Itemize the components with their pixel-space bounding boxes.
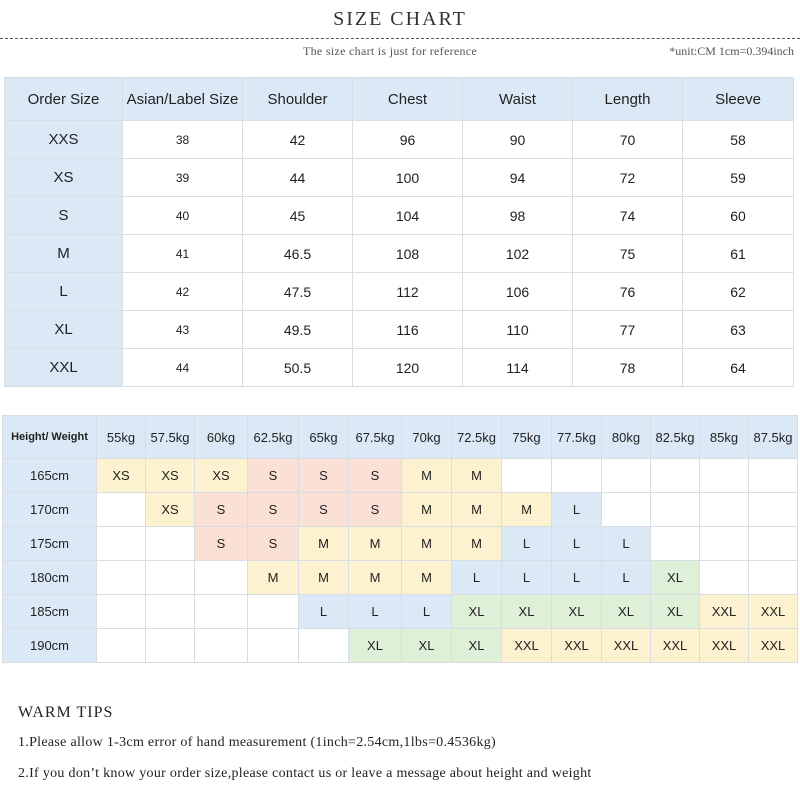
size-row-label: L (5, 273, 123, 311)
size-row-label: S (5, 197, 123, 235)
fit-size-cell: S (299, 493, 349, 527)
fit-size-cell: L (552, 561, 602, 595)
fit-size-cell: XXL (602, 629, 651, 663)
fit-size-cell (97, 561, 146, 595)
size-cell: 98 (463, 197, 573, 235)
height-row-label: 170cm (3, 493, 97, 527)
size-cell: 78 (573, 349, 683, 387)
size-cell: 108 (353, 235, 463, 273)
fit-size-cell: L (552, 527, 602, 561)
fit-size-cell: M (452, 527, 502, 561)
fit-size-cell: XXL (502, 629, 552, 663)
fit-size-cell: M (402, 459, 452, 493)
size-cell: 43 (123, 311, 243, 349)
weight-col-header: 67.5kg (349, 416, 402, 459)
fit-size-cell (749, 561, 798, 595)
fit-size-cell (195, 629, 248, 663)
table-row (3, 561, 798, 595)
fit-size-cell: M (349, 561, 402, 595)
size-cell: 42 (243, 121, 353, 159)
size-cell: 45 (243, 197, 353, 235)
fit-size-cell (146, 527, 195, 561)
size-col-header: Chest (353, 78, 463, 121)
fit-size-cell: M (402, 527, 452, 561)
tip-item: 2.If you don’t know your order size,please contact us or leave a message about height and weight (18, 766, 592, 781)
fit-size-cell: L (552, 493, 602, 527)
weight-col-header: 57.5kg (146, 416, 195, 459)
height-row-label: 165cm (3, 459, 97, 493)
fit-size-cell: S (299, 459, 349, 493)
size-cell: 59 (683, 159, 794, 197)
table-row (5, 235, 794, 273)
fit-size-cell: XL (452, 595, 502, 629)
size-cell: 63 (683, 311, 794, 349)
fit-size-cell: L (602, 527, 651, 561)
fit-size-cell: S (248, 459, 299, 493)
dashed-divider (0, 38, 800, 39)
fit-size-cell: XXL (700, 629, 749, 663)
fit-size-cell (146, 561, 195, 595)
fit-size-cell: M (452, 493, 502, 527)
weight-col-header: 55kg (97, 416, 146, 459)
size-cell: 49.5 (243, 311, 353, 349)
fit-size-cell: M (248, 561, 299, 595)
size-cell: 75 (573, 235, 683, 273)
table-row (5, 349, 794, 387)
fit-size-cell: XL (552, 595, 602, 629)
size-row-label: M (5, 235, 123, 273)
table-row (3, 459, 798, 493)
fit-size-cell (97, 527, 146, 561)
table-row (5, 121, 794, 159)
table-row (5, 197, 794, 235)
weight-col-header: 72.5kg (452, 416, 502, 459)
weight-col-header: 62.5kg (248, 416, 299, 459)
fit-size-cell: XL (452, 629, 502, 663)
weight-col-header: 82.5kg (651, 416, 700, 459)
fit-size-cell: XL (651, 595, 700, 629)
size-col-header: Waist (463, 78, 573, 121)
size-col-header: Length (573, 78, 683, 121)
height-row-label: 190cm (3, 629, 97, 663)
fit-size-cell: M (299, 527, 349, 561)
size-col-header: Order Size (5, 78, 123, 121)
size-cell: 40 (123, 197, 243, 235)
fit-size-cell (700, 493, 749, 527)
fit-size-cell: L (452, 561, 502, 595)
weight-col-header: 77.5kg (552, 416, 602, 459)
height-row-label: 175cm (3, 527, 97, 561)
unit-note: *unit:CM 1cm=0.394inch (669, 44, 794, 58)
size-row-label: XXS (5, 121, 123, 159)
size-cell: 74 (573, 197, 683, 235)
size-cell: 41 (123, 235, 243, 273)
size-cell: 42 (123, 273, 243, 311)
fit-size-cell (195, 595, 248, 629)
fit-size-cell: L (349, 595, 402, 629)
fit-size-cell: XS (195, 459, 248, 493)
fit-size-cell: XXL (552, 629, 602, 663)
size-cell: 39 (123, 159, 243, 197)
fit-size-cell: XL (402, 629, 452, 663)
size-cell: 44 (243, 159, 353, 197)
weight-col-header: 65kg (299, 416, 349, 459)
fit-size-cell (195, 561, 248, 595)
fit-size-cell: L (402, 595, 452, 629)
table-row (5, 159, 794, 197)
fit-size-cell: XS (146, 459, 195, 493)
size-cell: 96 (353, 121, 463, 159)
size-cell: 90 (463, 121, 573, 159)
size-cell: 106 (463, 273, 573, 311)
fit-size-cell (299, 629, 349, 663)
size-table-header-row (5, 78, 794, 121)
size-row-label: XS (5, 159, 123, 197)
fit-size-cell (749, 527, 798, 561)
fit-size-cell: S (349, 493, 402, 527)
size-cell: 44 (123, 349, 243, 387)
fit-size-cell (146, 595, 195, 629)
fit-size-cell: XL (502, 595, 552, 629)
fit-size-cell: S (349, 459, 402, 493)
table-row (5, 273, 794, 311)
fit-size-cell: L (299, 595, 349, 629)
weight-col-header: 80kg (602, 416, 651, 459)
fit-size-cell: XXL (700, 595, 749, 629)
height-row-label: 180cm (3, 561, 97, 595)
fit-table-header-row (3, 416, 798, 459)
fit-size-cell (502, 459, 552, 493)
fit-size-cell: XXL (651, 629, 700, 663)
size-cell: 72 (573, 159, 683, 197)
size-cell: 104 (353, 197, 463, 235)
size-cell: 61 (683, 235, 794, 273)
weight-col-header: 85kg (700, 416, 749, 459)
height-weight-corner: Height/ Weight (3, 416, 97, 459)
fit-size-cell (651, 459, 700, 493)
fit-size-cell (700, 561, 749, 595)
size-cell: 120 (353, 349, 463, 387)
fit-size-cell: XXL (749, 629, 798, 663)
fit-size-cell: M (299, 561, 349, 595)
size-cell: 110 (463, 311, 573, 349)
fit-size-cell: XL (349, 629, 402, 663)
table-row (3, 629, 798, 663)
size-col-header: Shoulder (243, 78, 353, 121)
fit-size-cell: S (195, 527, 248, 561)
fit-size-cell: XL (602, 595, 651, 629)
weight-col-header: 75kg (502, 416, 552, 459)
fit-size-cell (602, 493, 651, 527)
fit-size-cell (97, 629, 146, 663)
fit-size-cell: XS (97, 459, 146, 493)
size-cell: 38 (123, 121, 243, 159)
fit-size-cell: M (349, 527, 402, 561)
size-cell: 94 (463, 159, 573, 197)
fit-size-cell (97, 595, 146, 629)
fit-size-cell (602, 459, 651, 493)
fit-size-cell: M (452, 459, 502, 493)
fit-size-cell (552, 459, 602, 493)
fit-size-cell: S (248, 493, 299, 527)
tip-item: 1.Please allow 1-3cm error of hand measurement (1inch=2.54cm,1lbs=0.4536kg) (18, 735, 497, 750)
fit-size-cell: L (502, 527, 552, 561)
warm-tips-heading: WARM TIPS (18, 704, 114, 721)
size-cell: 50.5 (243, 349, 353, 387)
fit-size-cell (146, 629, 195, 663)
height-weight-fit-table (2, 415, 798, 663)
table-row (5, 311, 794, 349)
weight-col-header: 60kg (195, 416, 248, 459)
fit-size-cell (749, 493, 798, 527)
size-cell: 58 (683, 121, 794, 159)
size-cell: 114 (463, 349, 573, 387)
size-col-header: Sleeve (683, 78, 794, 121)
weight-col-header: 87.5kg (749, 416, 798, 459)
table-row (3, 595, 798, 629)
fit-size-cell (749, 459, 798, 493)
size-cell: 100 (353, 159, 463, 197)
size-cell: 76 (573, 273, 683, 311)
size-cell: 62 (683, 273, 794, 311)
reference-note: The size chart is just for reference (303, 44, 478, 58)
size-cell: 64 (683, 349, 794, 387)
page-title: SIZE CHART (333, 8, 467, 30)
size-row-label: XXL (5, 349, 123, 387)
size-cell: 102 (463, 235, 573, 273)
fit-size-cell: L (502, 561, 552, 595)
fit-size-cell: XL (651, 561, 700, 595)
size-cell: 77 (573, 311, 683, 349)
size-cell: 70 (573, 121, 683, 159)
fit-size-cell: M (502, 493, 552, 527)
fit-size-cell: L (602, 561, 651, 595)
size-col-header: Asian/Label Size (123, 78, 243, 121)
fit-size-cell (651, 493, 700, 527)
size-cell: 112 (353, 273, 463, 311)
weight-col-header: 70kg (402, 416, 452, 459)
fit-size-cell: XXL (749, 595, 798, 629)
fit-size-cell (700, 527, 749, 561)
size-cell: 47.5 (243, 273, 353, 311)
fit-size-cell: M (402, 493, 452, 527)
fit-size-cell: XS (146, 493, 195, 527)
fit-size-cell (700, 459, 749, 493)
fit-size-cell: M (402, 561, 452, 595)
fit-size-cell (248, 629, 299, 663)
fit-size-cell (651, 527, 700, 561)
fit-size-cell: S (248, 527, 299, 561)
size-cell: 116 (353, 311, 463, 349)
size-row-label: XL (5, 311, 123, 349)
table-row (3, 527, 798, 561)
size-cell: 46.5 (243, 235, 353, 273)
fit-size-cell (97, 493, 146, 527)
fit-size-cell (248, 595, 299, 629)
size-cell: 60 (683, 197, 794, 235)
height-row-label: 185cm (3, 595, 97, 629)
size-measurement-table (4, 77, 794, 387)
table-row (3, 493, 798, 527)
fit-size-cell: S (195, 493, 248, 527)
